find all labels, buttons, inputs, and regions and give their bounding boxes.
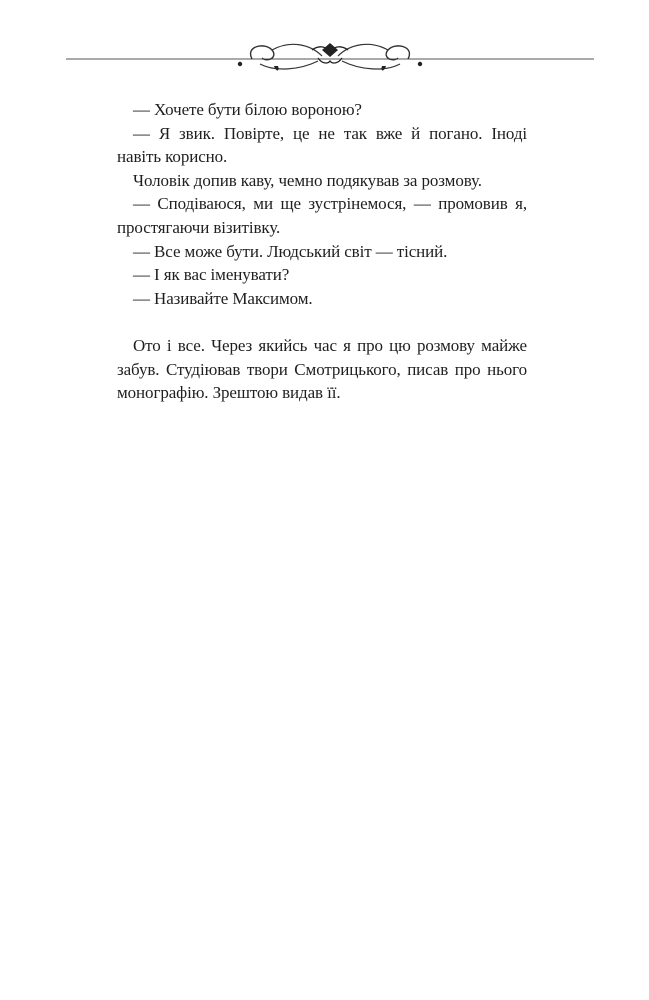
dialogue-line: — Називайте Максимом. (133, 288, 313, 308)
narration-paragraph: Ото і все. Через якийсь час я про цю розмову майже забув. Студіював твори Смотрицького, писав про нього монографію. Зрештою видав її. (117, 335, 527, 403)
paragraph-gap (117, 310, 527, 334)
book-text (117, 98, 527, 405)
dialogue-line: — Сподіваюся, ми ще зустрінемося, — промовив я, простягаючи візитівку. (117, 194, 527, 237)
dialogue-line: — Все може бути. Людський світ — тісний. (133, 241, 448, 261)
dialogue-line: — Я звик. Повірте, це не так вже й погано. Іноді навіть корисно. (117, 123, 527, 167)
flourish-divider-icon (60, 28, 600, 80)
narration-line: Чоловік допив каву, чемно подякував за розмову. (133, 170, 482, 190)
dialogue-line: — Хочете бути білою вороною? (133, 100, 362, 119)
dialogue-line: — І як вас іменувати? (133, 265, 290, 285)
